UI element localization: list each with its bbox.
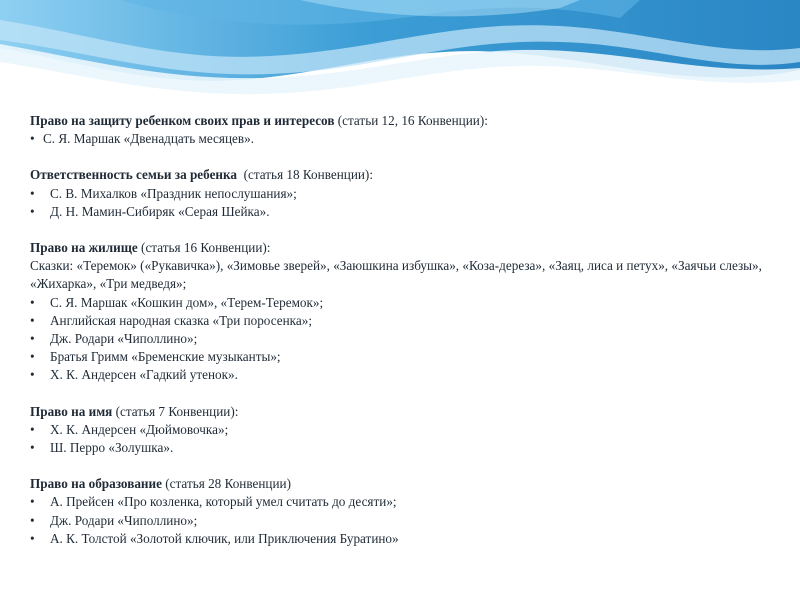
bullet-icon: • xyxy=(30,185,35,201)
list-item xyxy=(30,530,770,548)
section-heading-note: (статья 28 Конвенции) xyxy=(161,476,291,492)
list-item xyxy=(30,294,770,312)
section-heading xyxy=(30,112,770,130)
section-heading xyxy=(30,475,770,493)
section-list xyxy=(30,130,770,148)
section-list xyxy=(30,294,770,385)
list-item xyxy=(30,348,770,366)
bullet-icon: • xyxy=(30,494,35,510)
list-item-text: Дж. Родари «Чиполлино»; xyxy=(50,512,198,528)
list-item-text: Ш. Перро «Золушка». xyxy=(50,440,174,456)
section-heading-bold: Право на образование xyxy=(30,476,162,492)
header-wave-decoration xyxy=(0,0,800,110)
list-item xyxy=(30,130,770,148)
bullet-icon: • xyxy=(30,203,35,219)
list-item xyxy=(30,366,770,384)
list-item-text: С. Я. Маршак «Двенадцать месяцев». xyxy=(43,131,254,147)
section-heading xyxy=(30,239,770,257)
bullet-icon: • xyxy=(30,131,35,147)
section-heading-note: (статья 16 Конвенции): xyxy=(137,240,271,256)
slide-content xyxy=(30,112,770,548)
bullet-icon: • xyxy=(30,294,35,310)
list-item-text: С. В. Михалков «Праздник непослушания»; xyxy=(50,185,297,201)
section-heading xyxy=(30,403,770,421)
bullet-icon: • xyxy=(30,331,35,347)
section-heading-note: (статьи 12, 16 Конвенции): xyxy=(334,113,488,128)
section-heading-bold: Право на имя xyxy=(30,403,113,419)
section-heading xyxy=(30,166,770,184)
section-heading-bold: Ответственность семьи за ребенка xyxy=(30,167,238,183)
list-item-text: А. Прейсен «Про козленка, который умел считать до десяти»; xyxy=(50,494,397,510)
section-heading-bold: Право на жилище xyxy=(30,240,138,256)
bullet-icon: • xyxy=(30,312,35,328)
section-family-responsibility xyxy=(30,166,770,221)
section-intro-text: Сказки: «Теремок» («Рукавичка»), «Зимовье зверей», «Заюшкина избушка», «Коза-дереза», «Заяц, лиса и петух», «Заячьи слезы», «Жихарка», «Три медведя»; xyxy=(30,258,762,292)
list-item xyxy=(30,330,770,348)
list-item xyxy=(30,185,770,203)
section-child-rights-protection xyxy=(30,112,770,148)
list-item-text: А. К. Толстой «Золотой ключик, или Приключения Буратино» xyxy=(50,530,399,546)
section-list xyxy=(30,185,770,221)
list-item-text: Дж. Родари «Чиполлино»; xyxy=(50,331,198,347)
list-item xyxy=(30,512,770,530)
bullet-icon: • xyxy=(30,421,35,437)
bullet-icon: • xyxy=(30,349,35,365)
section-right-to-name xyxy=(30,403,770,458)
bullet-icon: • xyxy=(30,367,35,383)
list-item xyxy=(30,312,770,330)
list-item xyxy=(30,203,770,221)
section-heading-note: (статья 18 Конвенции): xyxy=(237,167,373,183)
list-item-text: Братья Гримм «Бременские музыканты»; xyxy=(50,349,281,365)
list-item xyxy=(30,421,770,439)
list-item xyxy=(30,439,770,457)
list-item-text: С. Я. Маршак «Кошкин дом», «Терем-Теремок»; xyxy=(50,294,324,310)
section-list xyxy=(30,493,770,548)
section-heading-note: (статья 7 Конвенции): xyxy=(112,403,239,419)
section-list xyxy=(30,421,770,457)
list-item-text: Х. К. Андерсен «Гадкий утенок». xyxy=(50,367,238,383)
bullet-icon: • xyxy=(30,512,35,528)
section-heading-bold: Право на защиту ребенком своих прав и интересов xyxy=(30,113,335,128)
list-item xyxy=(30,493,770,511)
section-right-to-education xyxy=(30,475,770,548)
list-item-text: Английская народная сказка «Три поросенка»; xyxy=(50,312,312,328)
bullet-icon: • xyxy=(30,530,35,546)
bullet-icon: • xyxy=(30,440,35,456)
section-right-to-housing xyxy=(30,239,770,385)
list-item-text: Х. К. Андерсен «Дюймовочка»; xyxy=(50,421,229,437)
list-item-text: Д. Н. Мамин-Сибиряк «Серая Шейка». xyxy=(50,203,270,219)
